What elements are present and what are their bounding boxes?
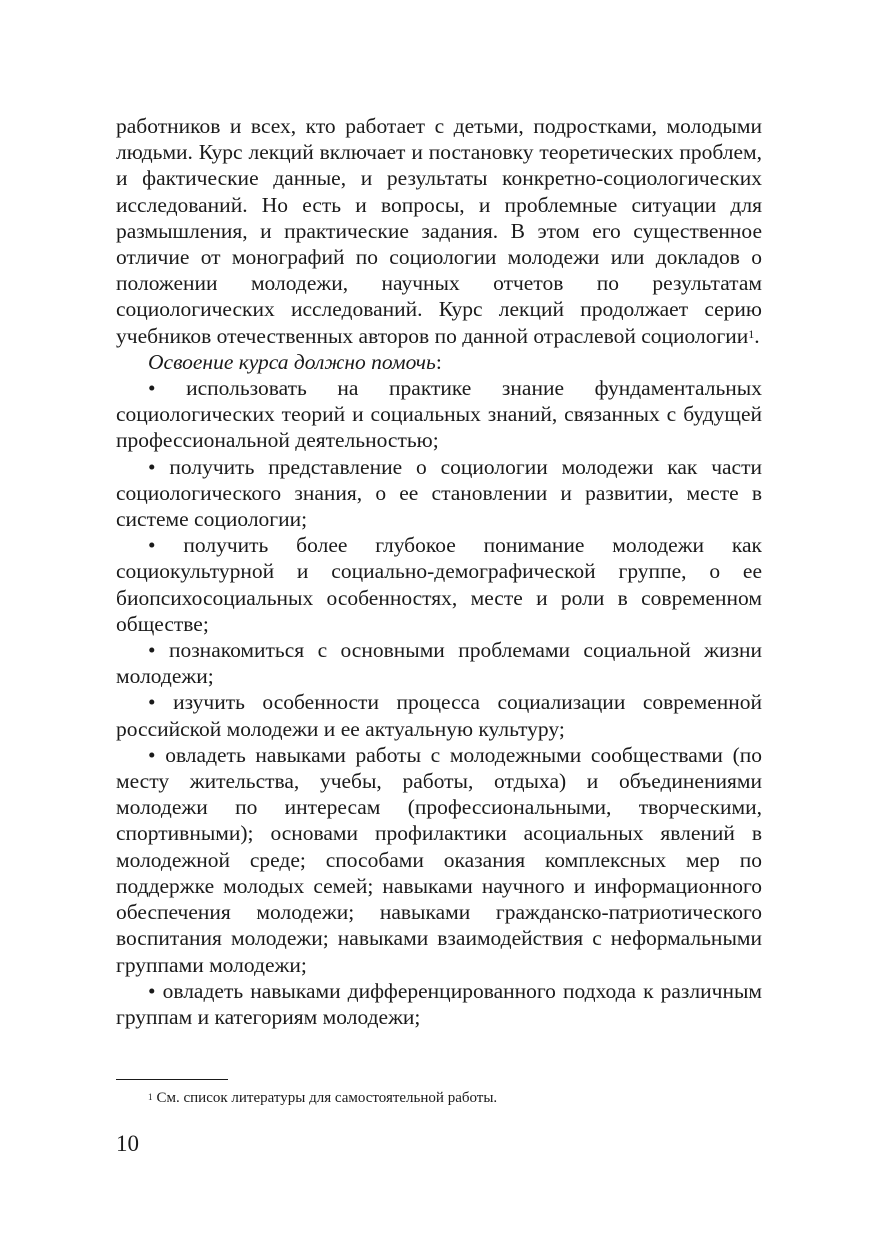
- bullet-marker: •: [148, 376, 156, 401]
- bullet-marker: •: [148, 978, 156, 1003]
- bullet-text: изучить особенности процесса социализации современной российской молодежи и ее актуальную культуру;: [116, 690, 763, 741]
- bullet-item: [116, 742, 762, 978]
- bullet-item: [116, 375, 762, 454]
- bullet-item: [116, 689, 762, 741]
- bullet-marker: •: [148, 533, 156, 558]
- bullet-item: [116, 978, 762, 1030]
- bullet-text: овладеть навыками дифференцированного подхода к различным группам и категориям молодежи;: [116, 978, 762, 1029]
- bullet-text: познакомиться с основными проблемами социальной жизни молодежи;: [116, 638, 762, 689]
- bullet-item: [116, 637, 762, 689]
- footnote-mark: 1: [148, 1092, 153, 1102]
- bullet-marker: •: [148, 742, 156, 767]
- bullet-text: получить более глубокое понимание молодежи как социокультурной и социально-демографической группе, о ее биопсихосоциальных особенностях, месте и роли в современном обществе;: [116, 533, 762, 636]
- bullet-marker: •: [148, 638, 156, 663]
- goals-heading-colon: :: [435, 349, 442, 374]
- bullet-item: [116, 454, 762, 533]
- main-text: [116, 113, 762, 1030]
- footnote-reference[interactable]: 1: [748, 326, 755, 341]
- goals-heading: [116, 349, 762, 375]
- intro-paragraph-end: .: [754, 323, 760, 348]
- goals-heading-text: Освоение курса должно помочь: [148, 349, 436, 374]
- footnote: [148, 1088, 497, 1108]
- bullet-text: получить представление о социологии молодежи как части социологического знания, о ее становлении и развитии, месте в системе социологии;: [116, 454, 762, 532]
- footnote-text: См. список литературы для самостоятельной работы.: [156, 1090, 498, 1106]
- page-number: 10: [116, 1131, 139, 1156]
- bullet-text: овладеть навыками работы с молодежными сообществами (по месту жительства, учебы, работы, отдыха) и объединениями молодежи по интересам (профессиональными, творческими, спортивными); основами профилактики асоциальных явлений в молодежной среде; способами оказания комплексных мер по поддержке молодых семей; навыками научного и информационного обеспечения молодежи; навыками гражданско-патриотического воспитания молодежи; навыками взаимодействия с неформальными группами молодежи;: [116, 742, 762, 977]
- bullet-text: использовать на практике знание фундаментальных социологических теорий и социальных знаний, связанных с будущей профессиональной деятельностью;: [116, 376, 762, 453]
- intro-paragraph-text: работников и всех, кто работает с детьми, подростками, молодыми людьми. Курс лекций включает и постановку теоретических проблем, и фактические данные, и результаты конкретно-социологических исследований. Но есть и вопросы, и проблемные ситуации для размышления, и практические задания. В этом его существенное отличие от монографий по социологии молодежи или докладов о положении молодежи, научных отчетов по результатам социологических исследований. Курс лекций продолжает серию учебников отечественных авторов по данной отраслевой социологии: [116, 114, 762, 348]
- bullet-marker: •: [148, 454, 156, 479]
- bullet-item: [116, 532, 762, 637]
- intro-paragraph: [116, 113, 762, 349]
- bullet-marker: •: [148, 690, 156, 715]
- footnote-divider: [116, 1079, 228, 1080]
